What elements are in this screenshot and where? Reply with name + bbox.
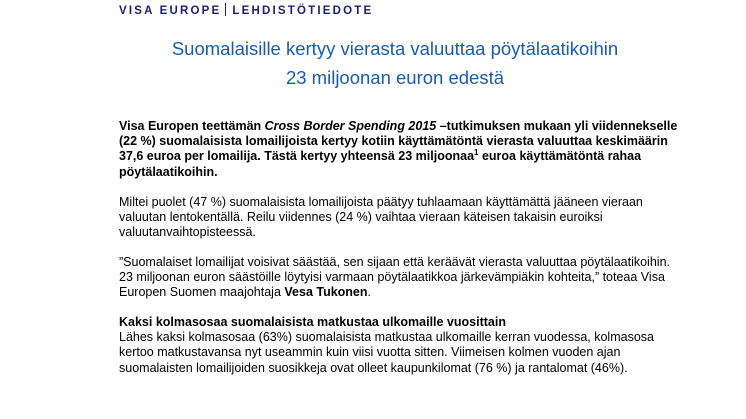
title-line-2: 23 miljoonan euron edestä	[285, 67, 505, 88]
section-heading: Kaksi kolmasosaa suomalaisista matkustaa ulkomaille vuosittain	[119, 315, 506, 330]
quote-text: ”Suomalaiset lomailijat voisivat säästää, sen sijaan että keräävät vierasta valuuttaa pöytälaatikoihin. 23 miljoonan euron säästöille löytyisi varmaan pöytälaatikkoa järkevämpiäkin kohteita,” toteaa Visa Europen Suomen maajohtaja	[119, 254, 670, 300]
header-divider	[225, 3, 226, 16]
study-name: Cross Border Spending 2015	[264, 119, 437, 133]
quote-end: .	[367, 285, 372, 300]
press-release-header	[119, 3, 373, 17]
quote-speaker: Vesa Tukonen	[284, 285, 368, 300]
brand-name: VISA EUROPE	[119, 5, 222, 17]
footnote-marker: 1	[474, 148, 479, 158]
quote-paragraph	[119, 255, 684, 301]
article-body	[119, 119, 684, 376]
title-line-1: Suomalaisille kertyy vierasta valuuttaa pöytälaatikoihin	[171, 38, 619, 59]
lead-text-3: euroa käyttämätöntä rahaa pöytälaatikoihin.	[119, 149, 642, 179]
lead-text-1: Visa Europen teettämän	[119, 119, 265, 133]
section-body: Lähes kaksi kolmasosaa (63%) suomalaisista matkustaa ulkomaille kerran vuodessa, kolmasosa kertoo matkustavansa nyt useammin kuin viisi vuotta sitten. Viimeisen kolmen vuoden ajan suomalaisten lomailijoiden suosikkeja ovat olleet kaupunkilomat (76 %) ja rantalomat (46%).	[119, 330, 654, 375]
paragraph-currency-spending: Miltei puolet (47 %) suomalaisista lomailijoista päätyy tuhlaamaan käyttämättä jääneen vieraan valuutan lentokentällä. Reilu viidennes (24 %) vaihtaa vieraan käteisen takaisin euroiksi valuutanvaihtopisteessä.	[119, 194, 643, 240]
page-title	[100, 34, 690, 92]
document-category: LEHDISTÖTIEDOTE	[232, 5, 374, 17]
section-travel-frequency	[119, 315, 684, 376]
lead-paragraph	[119, 119, 684, 180]
lead-text-2: –tutkimuksen mukaan yli viidennekselle (22 %) suomalaisista lomailijoista kertyy kotiin käyttämätöntä vierasta valuuttaa keskimäärin 37,6 euroa per lomailija. Tästä kertyy yhteensä 23 miljoonaa	[119, 119, 678, 164]
